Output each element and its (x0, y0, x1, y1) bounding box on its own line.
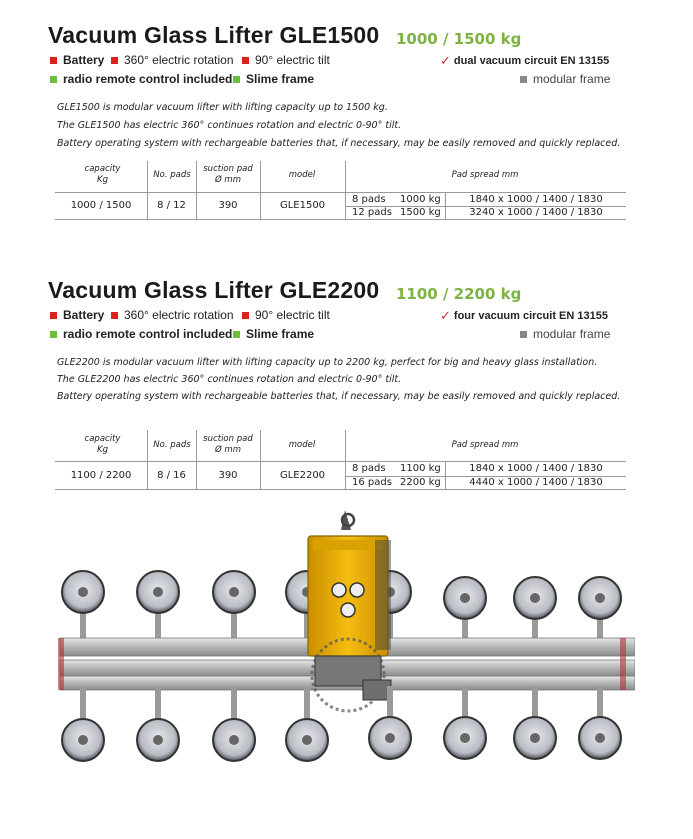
table-divider (147, 161, 148, 220)
header-spread: Pad spread mm (451, 440, 519, 450)
header-capacity: capacity Kg (84, 164, 121, 185)
table-rule (55, 461, 626, 462)
table-divider (345, 430, 346, 490)
red-square-icon (111, 57, 118, 64)
cell-config-weight: 1100 kg (400, 463, 441, 474)
gauge-icon (332, 583, 346, 597)
checkmark-icon: ✓ (440, 308, 451, 323)
suction-pad-icon (579, 686, 621, 759)
gray-square-icon (520, 76, 527, 83)
cell-config-pads: 12 pads (352, 207, 392, 218)
cell-config-weight: 1500 kg (400, 207, 441, 218)
feature-remote: radio remote control included (50, 327, 232, 341)
gray-square-icon (520, 331, 527, 338)
green-square-icon (233, 76, 240, 83)
suction-pad-icon (137, 688, 179, 761)
table-divider (345, 161, 346, 220)
cell-suction: 390 (218, 200, 238, 211)
header-model: model (288, 440, 316, 450)
gauge-icon (341, 603, 355, 617)
gauge-icon (350, 583, 364, 597)
red-square-icon (111, 312, 118, 319)
cell-config-spread: 3240 x 1000 / 1400 / 1830 (469, 207, 603, 218)
cell-capacity: 1100 / 2200 (70, 470, 132, 481)
suction-pad-icon (444, 686, 486, 759)
cell-config-pads: 16 pads (352, 477, 392, 488)
cell-model: GLE2200 (279, 470, 326, 481)
red-square-icon (50, 57, 57, 64)
feature-tilt: 90° electric tilt (242, 53, 330, 67)
feature-rotation: 360° electric rotation (111, 53, 234, 67)
description-line: GLE1500 is modular vacuum lifter with lifting capacity up to 1500 kg. (57, 102, 388, 113)
capacity-label: 1100 / 2200 kg (396, 285, 522, 303)
table-rule (55, 489, 626, 490)
table-divider (196, 430, 197, 490)
feature-remote: radio remote control included (50, 72, 232, 86)
table-divider (260, 430, 261, 490)
table-divider (196, 161, 197, 220)
header-suction: suction pad Ø mm (203, 434, 253, 455)
header-suction: suction pad Ø mm (203, 164, 253, 185)
feature-battery: Battery (50, 53, 104, 67)
product-title: Vacuum Glass Lifter GLE1500 (48, 22, 380, 48)
description-line: GLE2200 is modular vacuum lifter with lifting capacity up to 2200 kg, perfect for big and heavy glass installation. (57, 357, 598, 368)
cell-config-pads: 8 pads (352, 194, 386, 205)
feature-rotation: 360° electric rotation (111, 308, 234, 322)
cell-config-spread: 1840 x 1000 / 1400 / 1830 (469, 194, 603, 205)
cell-suction: 390 (218, 470, 238, 481)
cell-capacity: 1000 / 1500 (70, 200, 132, 211)
table-divider (147, 430, 148, 490)
header-capacity: capacity Kg (84, 434, 121, 455)
cell-config-weight: 1000 kg (400, 194, 441, 205)
green-square-icon (50, 331, 57, 338)
capacity-label: 1000 / 1500 kg (396, 30, 522, 48)
feature-circuit: ✓ dual vacuum circuit EN 13155 (440, 53, 610, 68)
checkmark-icon: ✓ (440, 53, 451, 68)
header-spread: Pad spread mm (451, 170, 519, 180)
cell-config-spread: 4440 x 1000 / 1400 / 1830 (469, 477, 603, 488)
description-line: Battery operating system with rechargeable batteries that, if necessary, may be easily removed and quickly replaced. (57, 391, 621, 402)
header-pads: No. pads (153, 440, 191, 450)
cell-config-weight: 2200 kg (400, 477, 441, 488)
control-unit (308, 510, 391, 711)
vacuum-lifter-photo (45, 500, 635, 830)
red-square-icon (242, 57, 249, 64)
table-divider (260, 161, 261, 220)
red-square-icon (242, 312, 249, 319)
description-line: The GLE1500 has electric 360° continues rotation and electric 0-90° tilt. (57, 120, 402, 131)
cell-pads: 8 / 12 (157, 200, 186, 211)
suction-pad-icon (514, 686, 556, 759)
description-line: Battery operating system with rechargeable batteries that, if necessary, may be easily removed and quickly replaced. (57, 138, 621, 149)
cell-config-spread: 1840 x 1000 / 1400 / 1830 (469, 463, 603, 474)
feature-slime: Slime frame (233, 72, 314, 86)
cell-config-pads: 8 pads (352, 463, 386, 474)
description-line: The GLE2200 has electric 360° continues rotation and electric 0-90° tilt. (57, 374, 402, 385)
cell-pads: 8 / 16 (157, 470, 186, 481)
feature-modular: modular frame (520, 72, 610, 86)
suction-pad-icon (62, 688, 104, 761)
header-model: model (288, 170, 316, 180)
feature-slime: Slime frame (233, 327, 314, 341)
table-rule (55, 192, 626, 193)
suction-pad-icon (213, 688, 255, 761)
green-square-icon (50, 76, 57, 83)
table-rule (55, 219, 626, 220)
feature-modular: modular frame (520, 327, 610, 341)
feature-battery: Battery (50, 308, 104, 322)
bottom-pad-row (62, 686, 621, 761)
product-title: Vacuum Glass Lifter GLE2200 (48, 277, 380, 303)
feature-circuit: ✓ four vacuum circuit EN 13155 (440, 308, 608, 323)
red-square-icon (50, 312, 57, 319)
feature-tilt: 90° electric tilt (242, 308, 330, 322)
header-pads: No. pads (153, 170, 191, 180)
cell-model: GLE1500 (279, 200, 326, 211)
green-square-icon (233, 331, 240, 338)
